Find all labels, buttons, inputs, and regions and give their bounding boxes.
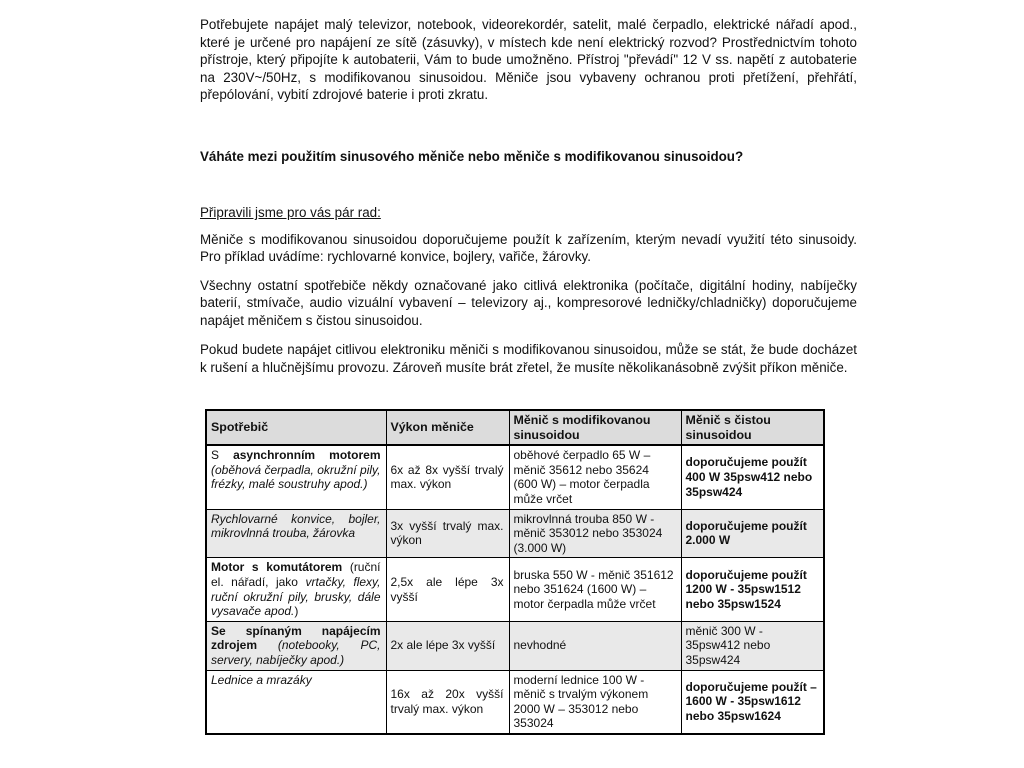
appliance-text-segment: asynchronním motorem	[233, 448, 381, 463]
appliance-text-segment: (oběhová čerpadla, okružní pily, frézky, malé soustruhy apod.)	[211, 462, 381, 492]
table-row	[206, 558, 824, 621]
table-row	[206, 670, 824, 734]
appliance-cell	[206, 558, 386, 621]
document-content	[200, 0, 857, 735]
appliance-text-segment: Lednice a mrazáky	[211, 672, 312, 687]
pure-sine-cell: doporučujeme použít 400 W 35psw412 nebo 35psw424	[681, 445, 824, 509]
header-menic-modifikovana: Měnič s modifikovanou sinusoidou	[509, 410, 681, 445]
tips-heading: Připravili jsme pro vás pár rad:	[200, 205, 381, 220]
appliance-cell	[206, 670, 386, 734]
pure-sine-cell: doporučujeme použít 2.000 W	[681, 509, 824, 558]
power-cell: 16x až 20x vyšší trvalý max. výkon	[386, 670, 509, 734]
intro-paragraph: Potřebujete napájet malý televizor, notebook, videorekordér, satelit, malé čerpadlo, elektrické nářadí apod., které je určené pro napájení ze sítě (zásuvky), v místech kde není elektrický rozvod? Prostřednictvím tohoto přístroje, který připojíte k autobaterii, Vám to bude umožněno. Přístroj "převádí" 12 V ss. napětí z autobaterie na 230V~/50Hz, s modifikovanou sinusoidou. Měniče jsou vybaveny ochranou proti přetížení, přehřátí, přepólování, vybití zdrojové baterie i proti zkratu.	[200, 17, 857, 102]
pure-sine-cell: doporučujeme použít – 1600 W - 35psw1612 nebo 35psw1624	[681, 670, 824, 734]
modified-sine-paragraph: Měniče s modifikovanou sinusoidou doporučujeme použít k zařízením, kterým nevadí využití této sinusoidy. Pro příklad uvádíme: rychlovarné konvice, bojlery, vařiče, žárovky.	[200, 231, 857, 264]
power-cell: 2,5x ale lépe 3x vyšší	[386, 558, 509, 621]
appliance-text-segment: (ruční el. nářadí, jako	[211, 560, 381, 589]
appliance-cell	[206, 445, 386, 509]
modified-sine-cell: nevhodné	[509, 621, 681, 670]
header-spotrebic: Spotřebič	[206, 410, 386, 445]
table-row	[206, 445, 824, 509]
table-body	[206, 445, 824, 734]
pure-sine-cell: měnič 300 W - 35psw412 nebo 35psw424	[681, 621, 824, 670]
appliance-comparison-table	[205, 409, 825, 735]
header-vykon-menice: Výkon měniče	[386, 410, 509, 445]
power-cell: 6x až 8x vyšší trvalý max. výkon	[386, 445, 509, 509]
power-cell: 3x vyšší trvalý max. výkon	[386, 509, 509, 558]
modified-sine-cell: moderní lednice 100 W - měnič s trvalým výkonem 2000 W – 353012 nebo 353024	[509, 670, 681, 734]
modified-sine-cell: bruska 550 W - měnič 351612 nebo 351624 (1600 W) – motor čerpadla může vrčet	[509, 558, 681, 621]
header-menic-cista: Měnič s čistou sinusoidou	[681, 410, 824, 445]
modified-sine-cell: mikrovlnná trouba 850 W - měnič 353012 nebo 353024 (3.000 W)	[509, 509, 681, 558]
appliance-text-segment: vrtačky, flexy, ruční okružní pily, brusky, dále vysavače apod.	[211, 574, 381, 619]
warning-paragraph: Pokud budete napájet citlivou elektroniku měniči s modifikovanou sinusoidou, může se stát, že bude docházet k rušení a hlučnějšímu provozu. Zároveň musíte brát zřetel, že musíte několikanásobně zvýšit příkon měniče.	[200, 342, 857, 375]
appliance-text-segment: Rychlovarné konvice, bojler, mikrovlnná trouba, žárovka	[211, 511, 381, 541]
table-header-row	[206, 410, 824, 445]
appliance-text-segment: (notebooky, PC, servery, nabíječky apod.)	[211, 638, 381, 667]
pure-sine-cell: doporučujeme použít 1200 W - 35psw1512 nebo 35psw1524	[681, 558, 824, 621]
appliance-text-segment: S	[211, 448, 234, 463]
appliance-text-segment: Se spínaným napájecím zdrojem	[211, 623, 381, 653]
appliance-cell	[206, 509, 386, 558]
modified-sine-cell: oběhové čerpadlo 65 W – měnič 35612 nebo 35624 (600 W) – motor čerpadla může vrčet	[509, 445, 681, 509]
sensitive-electronics-paragraph: Všechny ostatní spotřebiče někdy označované jako citlivá elektronika (počítače, digitální hodiny, nabíječky baterií, stmívače, audio vizuální vybavení – televizory aj., kompresorové ledničky/chladničky) doporučujeme napájet měničem s čistou sinusoidou.	[200, 277, 857, 328]
appliance-text-segment: )	[294, 604, 299, 619]
table-row	[206, 621, 824, 670]
table-row	[206, 509, 824, 558]
appliance-text-segment: Motor s komutátorem	[211, 560, 343, 575]
power-cell: 2x ale lépe 3x vyšší	[386, 621, 509, 670]
appliance-cell	[206, 621, 386, 670]
question-heading: Váháte mezi použitím sinusového měniče nebo měniče s modifikovanou sinusoidou?	[200, 148, 744, 164]
